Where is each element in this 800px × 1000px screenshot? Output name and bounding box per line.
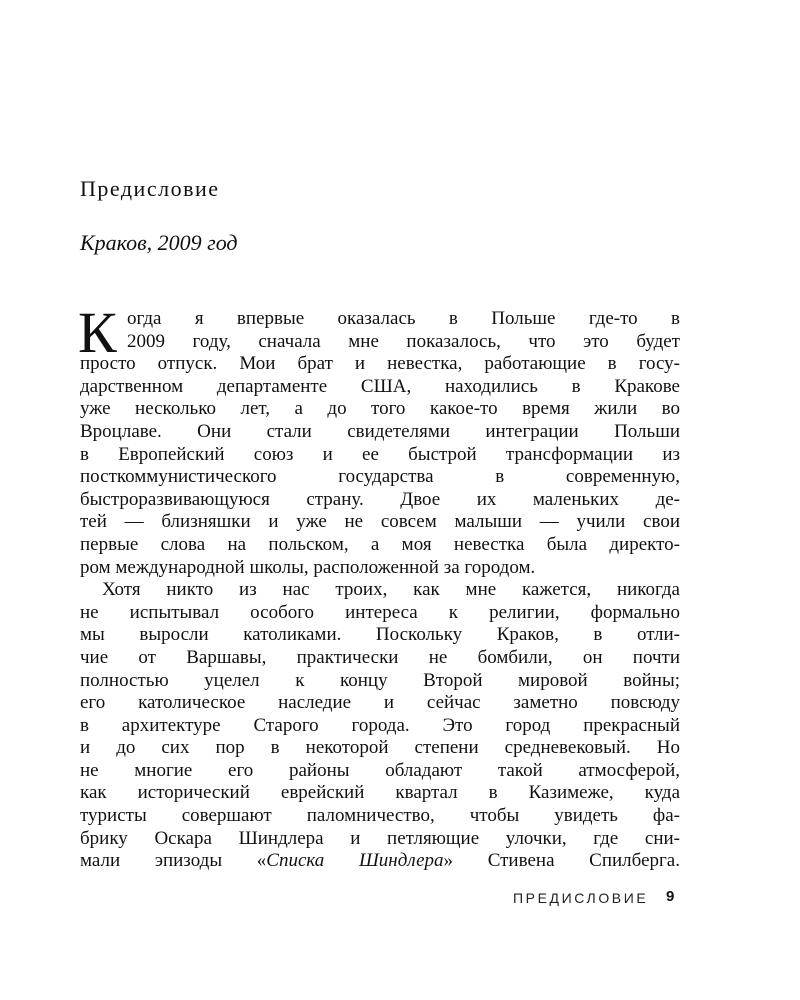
text-line: брику Оскара Шиндлера и петляющие улочки, где сни- — [80, 827, 680, 849]
drop-cap: К — [78, 300, 117, 365]
page-number: 9 — [666, 888, 675, 905]
chapter-subtitle: Краков, 2009 год — [80, 230, 238, 255]
text-line: как исторический еврейский квартал в Казимеже, куда — [80, 782, 680, 804]
text-line: Хотя никто из нас троих, как мне кажется, никогда — [102, 579, 680, 601]
text-segment: » Стивена Спилберга. — [443, 850, 680, 872]
text-line: мы выросли католиками. Поскольку Краков, в отли- — [80, 624, 680, 646]
text-line: просто отпуск. Мои брат и невестка, работающие в госу- — [80, 353, 680, 375]
text-line: уже несколько лет, а до того какое-то время жили во — [80, 398, 680, 420]
running-head: ПРЕДИСЛОВИЕ — [513, 890, 649, 906]
text-line: не многие его районы обладают такой атмосферой, — [80, 759, 680, 781]
text-line: в архитектуре Старого города. Это город прекрасный — [80, 714, 680, 736]
text-line: полностью уцелел к концу Второй мировой войны; — [80, 669, 680, 691]
chapter-title: Предисловие — [80, 176, 220, 201]
text-line: 2009 году, сначала мне показалось, что это будет — [127, 330, 680, 352]
text-line: туристы совершают паломничество, чтобы увидеть фа- — [80, 805, 680, 827]
body-text — [78, 300, 680, 873]
text-line: ром международной школы, расположенной за городом. — [80, 556, 536, 578]
text-line: быстроразвивающуюся страну. Двое их маленьких де- — [80, 488, 680, 510]
text-line: чие от Варшавы, практически не бомбили, он почти — [80, 646, 680, 668]
text-line: дарственном департаменте США, находились в Кракове — [80, 375, 680, 397]
text-line: его католическое наследие и сейчас заметно повсюду — [80, 692, 680, 714]
text-line: тей — близняшки и уже не совсем малыши — учили свои — [80, 511, 680, 533]
film-title: Списка Шиндлера — [266, 850, 444, 872]
text-line: огда я впервые оказалась в Польше где-то в — [127, 308, 680, 329]
text-line-final — [80, 850, 680, 873]
text-line: и до сих пор в некоторой степени средневековый. Но — [80, 737, 680, 759]
text-line: Вроцлаве. Они стали свидетелями интеграции Польши — [80, 420, 680, 442]
text-segment: мали эпизоды « — [80, 850, 267, 872]
text-line: первые слова на польском, а моя невестка была директо- — [80, 533, 680, 555]
text-line: не испытывал особого интереса к религии, формально — [80, 601, 680, 623]
text-line: в Европейский союз и ее быстрой трансформации из — [80, 443, 680, 465]
text-line: посткоммунистического государства в современную, — [80, 466, 680, 488]
